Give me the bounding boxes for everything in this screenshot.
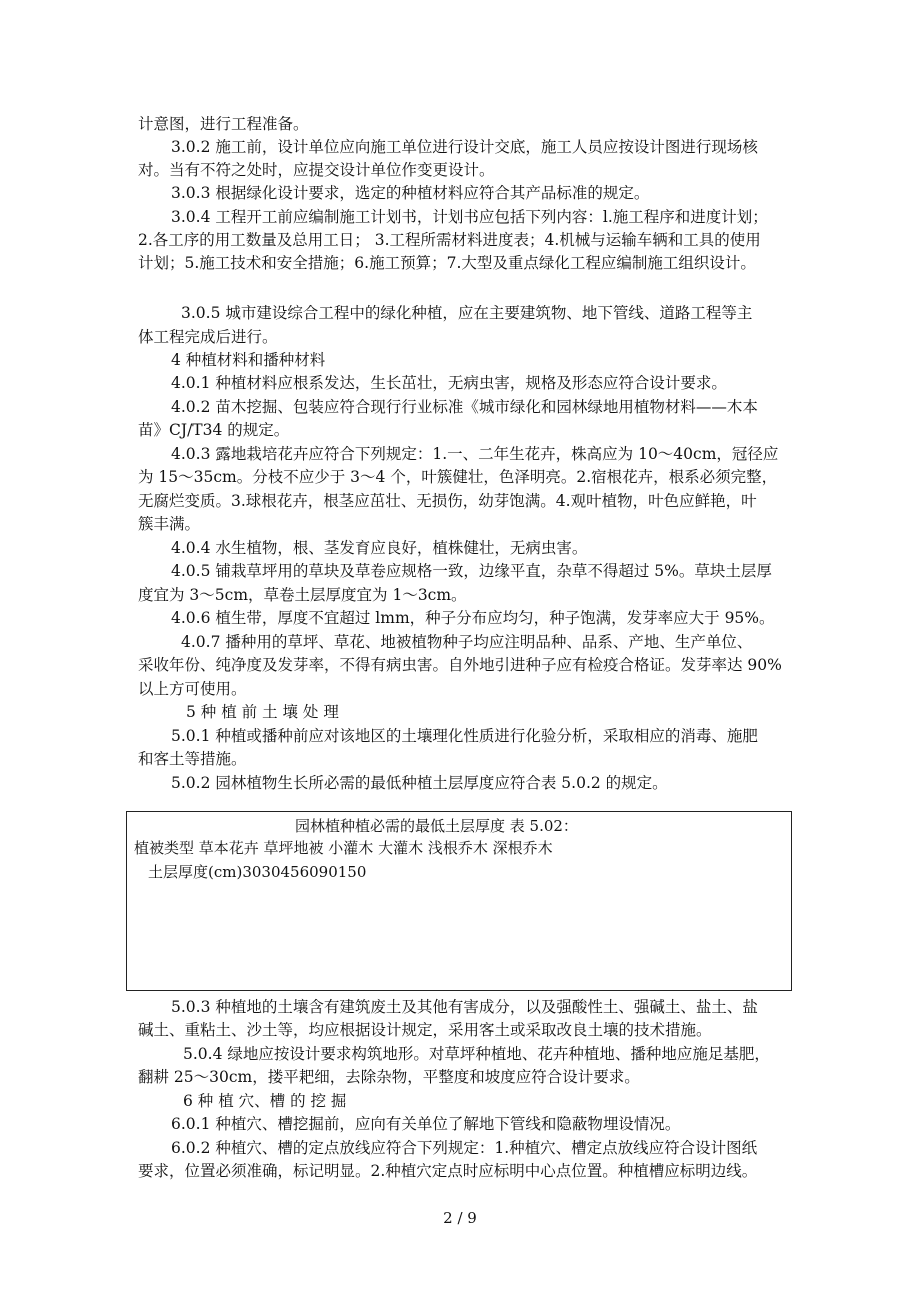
paragraph-line: 苗》CJ/T34 的规定。: [138, 421, 290, 439]
paragraph-line: 4.0.2 苗木挖掘、包装应符合现行行业标准《城市绿化和园林绿地用植物材料——木本: [171, 398, 758, 416]
paragraph-line: 6.0.2 种植穴、槽的定点放线应符合下列规定：1.种植穴、槽定点放线应符合设计图纸: [171, 1139, 758, 1157]
table-header-row: 植被类型 草本花卉 草坪地被 小灌木 大灌木 浅根乔木 深根乔木: [134, 839, 553, 857]
table-caption: 园林植种植必需的最低土层厚度 表 5.02：: [295, 817, 578, 835]
paragraph-line: 碱土、重粘土、沙土等，均应根据设计规定，采用客土或采取改良土壤的技术措施。: [138, 1021, 712, 1039]
page-number: 2 / 9: [443, 1209, 477, 1227]
paragraph-line: 以上方可使用。: [138, 680, 247, 698]
paragraph-line: 3.0.3 根据绿化设计要求，选定的种植材料应符合其产品标准的规定。: [171, 184, 650, 202]
paragraph-line: 5.0.3 种植地的土壤含有建筑废土及其他有害成分，以及强酸性土、强碱土、盐土、盐: [171, 998, 758, 1016]
section-heading: 5 种 植 前 土 壤 处 理: [186, 703, 339, 721]
paragraph-line: 3.0.4 工程开工前应编制施工计划书，计划书应包括下列内容：l.施工程序和进度计划；: [171, 208, 768, 226]
soil-thickness-table: [126, 811, 792, 991]
paragraph-line: 4.0.5 铺栽草坪用的草块及草卷应规格一致，边缘平直，杂草不得超过 5%。草块土层厚: [171, 562, 772, 580]
paragraph-line: 计意图，进行工程准备。: [138, 115, 309, 133]
paragraph-line: 2.各工序的用工数量及总用工日； 3.工程所需材料进度表；4.机械与运输车辆和工具的使用: [138, 231, 761, 249]
section-heading: 4 种植材料和播种材料: [171, 351, 326, 369]
paragraph-line: 和客土等措施。: [138, 750, 247, 768]
paragraph-line: 对。当有不符之处时，应提交设计单位作变更设计。: [138, 161, 495, 179]
paragraph-line: 采收年份、纯净度及发芽率，不得有病虫害。自外地引进种子应有检疫合格证。发芽率达 90%: [138, 656, 782, 674]
paragraph-line: 4.0.4 水生植物，根、茎发育应良好，植株健壮，无病虫害。: [171, 539, 588, 557]
paragraph-line: 5.0.1 种植或播种前应对该地区的土壤理化性质进行化验分析，采取相应的消毒、施肥: [171, 727, 758, 745]
paragraph-line: 4.0.3 露地栽培花卉应符合下列规定：1.一、二年生花卉，株高应为 10～40cm，冠径应: [171, 445, 779, 463]
section-heading: 6 种 植 穴、槽 的 挖 掘: [183, 1092, 347, 1110]
paragraph-line: 5.0.2 园林植物生长所必需的最低种植土层厚度应符合表 5.0.2 的规定。: [171, 774, 668, 792]
paragraph-line: 4.0.7 播种用的草坪、草花、地被植物种子均应注明品种、品系、产地、生产单位、: [181, 633, 753, 651]
paragraph-line: 6.0.1 种植穴、槽挖掘前，应向有关单位了解地下管线和隐蔽物埋设情况。: [171, 1115, 681, 1133]
paragraph-line: 为 15～35cm。分枝不应少于 3～4 个，叶簇健壮，色泽明亮。2.宿根花卉，根系必须完整，: [138, 468, 778, 486]
paragraph-line: 4.0.1 种植材料应根系发达，生长茁壮，无病虫害，规格及形态应符合设计要求。: [171, 374, 727, 392]
paragraph-line: 4.0.6 植生带，厚度不宜超过 lmm，种子分布应均匀，种子饱满，发芽率应大于 95%。: [171, 609, 775, 627]
paragraph-line: 度宜为 3～5cm，草卷土层厚度宜为 1～3cm。: [138, 586, 467, 604]
paragraph-line: 要求，位置必须准确，标记明显。2.种植穴定点时应标明中心点位置。种植槽应标明边线。: [138, 1162, 758, 1180]
paragraph-line: 5.0.4 绿地应按设计要求构筑地形。对草坪种植地、花卉种植地、播种地应施足基肥，: [183, 1045, 770, 1063]
paragraph-line: 计划；5.施工技术和安全措施；6.施工预算；7.大型及重点绿化工程应编制施工组织设计。: [138, 254, 756, 272]
paragraph-line: 簇丰满。: [138, 515, 201, 533]
paragraph-line: 3.0.2 施工前，设计单位应向施工单位进行设计交底，施工人员应按设计图进行现场核: [171, 138, 758, 156]
table-value-row: 土层厚度(cm)3030456090150: [148, 863, 367, 881]
paragraph-line: 3.0.5 城市建设综合工程中的绿化种植，应在主要建筑物、地下管线、道路工程等主: [181, 304, 753, 322]
paragraph-line: 无腐烂变质。3.球根花卉，根茎应茁壮、无损伤，幼芽饱满。4.观叶植物，叶色应鲜艳，叶: [138, 492, 757, 510]
paragraph-line: 体工程完成后进行。: [138, 328, 278, 346]
paragraph-line: 翻耕 25～30cm，搂平耙细，去除杂物，平整度和坡度应符合设计要求。: [138, 1068, 640, 1086]
